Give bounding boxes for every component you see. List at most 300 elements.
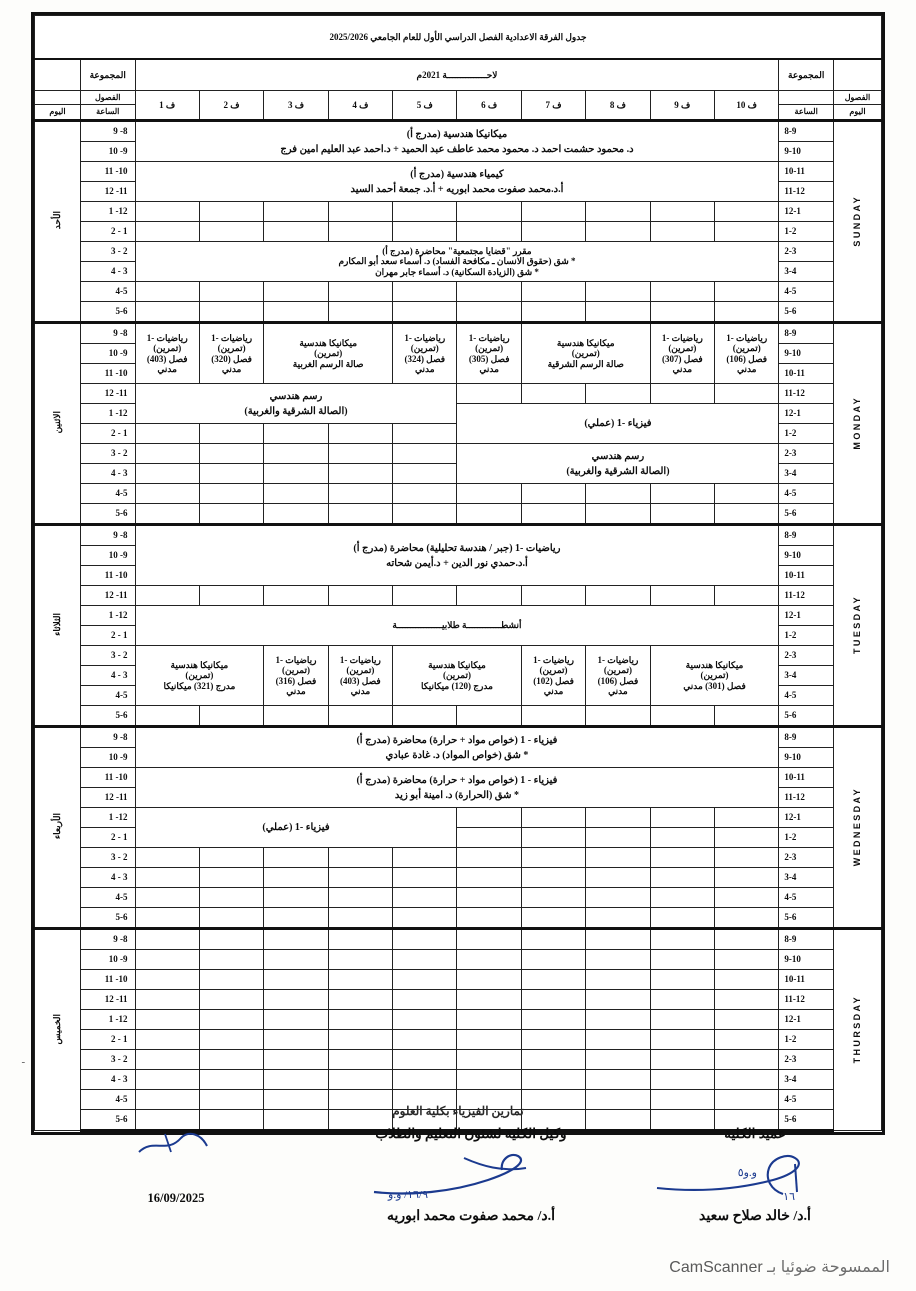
hour-cell-left: 9-10 [779, 748, 834, 768]
empty-slot [264, 282, 328, 302]
empty-slot [715, 1050, 779, 1070]
class-cell: رياضيات -1 (تمرين) فصل (102) مدني [521, 646, 585, 706]
svg-text:١٦: ١٦ [783, 1191, 795, 1203]
day-label-en-wednesday: WEDNESDAY [833, 727, 881, 929]
empty-slot [199, 868, 263, 888]
empty-slot [650, 929, 714, 950]
schedule-row [35, 504, 882, 525]
column-header-f6: ف 6 [457, 91, 521, 121]
empty-slot [328, 706, 392, 727]
empty-slot [135, 504, 199, 525]
empty-slot [328, 1010, 392, 1030]
hour-cell-right: 9- 10 [80, 748, 135, 768]
empty-slot [650, 1070, 714, 1090]
empty-slot [135, 202, 199, 222]
hour-cell-right: 4-5 [80, 1090, 135, 1110]
schedule-row [35, 950, 882, 970]
class-cell: رياضيات -1 (تمرين) فصل (307) مدني [650, 323, 714, 384]
empty-slot [715, 950, 779, 970]
empty-slot [199, 222, 263, 242]
hour-cell-left: 10-11 [779, 162, 834, 182]
hour-cell-right: 11- 12 [80, 788, 135, 808]
hour-cell-right: 1 - 2 [80, 626, 135, 646]
hall-label: لاحـــــــــــــــة 2021م [135, 59, 779, 91]
empty-slot [264, 929, 328, 950]
empty-slot [264, 1030, 328, 1050]
schedule-row [35, 202, 882, 222]
empty-slot [457, 950, 521, 970]
halls-label-right: الفصول [81, 91, 135, 105]
hour-label-left: الساعة [794, 107, 818, 116]
day-label-ar-sunday: الأحد [35, 121, 81, 323]
empty-slot [650, 504, 714, 525]
schedule-row [35, 768, 882, 788]
schedule-row [35, 1070, 882, 1090]
empty-slot [457, 908, 521, 929]
hour-cell-right: 4-5 [80, 888, 135, 908]
empty-slot [521, 586, 585, 606]
hall-row [35, 59, 882, 91]
class-cell: رياضيات -1 (تمرين) فصل (106) مدني [586, 646, 650, 706]
footer-note: تمارين الفيزياء بكلية العلوم [392, 1104, 524, 1118]
schedule-row [35, 444, 882, 464]
class-cell: فيزياء -1 (عملي) [457, 404, 779, 444]
class-cell: كيمياء هندسية (مدرج أ) أ.د.محمد صفوت محمد ابوريه + أ.د. جمعة أحمد السيد [135, 162, 779, 202]
empty-slot [328, 908, 392, 929]
dean-name: أ.د/ خالد صلاح سعيد [699, 1209, 811, 1224]
column-header-row [35, 91, 882, 121]
hour-cell-left: 2-3 [779, 646, 834, 666]
schedule-row [35, 282, 882, 302]
class-cell: ميكانيكا هندسية (تمرين) فصل (301) مدني [650, 646, 779, 706]
empty-slot [264, 1010, 328, 1030]
halls-label-left: الفصول [834, 91, 881, 105]
hour-cell-right: 11- 12 [80, 586, 135, 606]
hour-cell-right: 9- 10 [80, 344, 135, 364]
schedule-row [35, 706, 882, 727]
empty-slot [586, 302, 650, 323]
hour-cell-right: 3 - 4 [80, 666, 135, 686]
empty-slot [199, 950, 263, 970]
watermark-prefix: الممسوحة ضوئيا بـ [767, 1259, 890, 1276]
empty-slot [650, 868, 714, 888]
empty-slot [393, 929, 457, 950]
hour-cell-left: 3-4 [779, 262, 834, 282]
footer-date: 16/09/2025 [147, 1191, 205, 1205]
hour-cell-right: 12- 1 [80, 1010, 135, 1030]
empty-slot [264, 990, 328, 1010]
empty-slot [586, 848, 650, 868]
empty-slot [586, 868, 650, 888]
empty-slot [199, 424, 263, 444]
hour-cell-left: 4-5 [779, 686, 834, 706]
empty-slot [521, 908, 585, 929]
empty-slot [199, 990, 263, 1010]
hour-cell-left: 4-5 [779, 888, 834, 908]
empty-slot [328, 848, 392, 868]
empty-slot [521, 706, 585, 727]
hour-cell-right: 8- 9 [80, 727, 135, 748]
empty-slot [199, 929, 263, 950]
hour-cell-left: 1-2 [779, 1030, 834, 1050]
hour-cell-left: 3-4 [779, 1070, 834, 1090]
empty-slot [199, 1030, 263, 1050]
vice-dean-name: أ.د/ محمد صفوت محمد ابوريه [386, 1209, 556, 1224]
schedule-row [35, 323, 882, 344]
empty-slot [586, 828, 650, 848]
empty-slot [393, 888, 457, 908]
empty-slot [328, 929, 392, 950]
hour-cell-left: 8-9 [779, 929, 834, 950]
empty-slot [328, 868, 392, 888]
day-label-ar-monday: الاثنين [35, 323, 81, 525]
vice-dean-signature [321, 1146, 621, 1208]
empty-slot [457, 970, 521, 990]
empty-slot [715, 222, 779, 242]
empty-slot [586, 950, 650, 970]
empty-slot [199, 282, 263, 302]
scan-artifact: ـ [22, 1055, 25, 1065]
empty-slot [264, 302, 328, 323]
empty-slot [650, 202, 714, 222]
empty-slot [135, 970, 199, 990]
empty-slot [715, 929, 779, 950]
empty-slot [521, 828, 585, 848]
empty-slot [650, 302, 714, 323]
class-cell: رسم هندسي (الصالة الشرقية والغربية) [457, 444, 779, 484]
empty-slot [393, 444, 457, 464]
schedule-row [35, 990, 882, 1010]
empty-slot [135, 302, 199, 323]
empty-slot [199, 586, 263, 606]
hour-cell-right: 9- 10 [80, 546, 135, 566]
class-cell: رياضيات -1 (تمرين) فصل (320) مدني [199, 323, 263, 384]
empty-slot [264, 504, 328, 525]
hour-cell-right: 2 - 3 [80, 242, 135, 262]
column-header-f9: ف 9 [650, 91, 714, 121]
halls-spacer-left [779, 91, 833, 105]
empty-slot [264, 444, 328, 464]
dean-role: عميد الكلية [724, 1126, 786, 1141]
empty-slot [521, 970, 585, 990]
hour-cell-right: 5-6 [80, 1110, 135, 1131]
hour-cell-left: 10-11 [779, 364, 834, 384]
empty-slot [264, 848, 328, 868]
empty-slot [135, 444, 199, 464]
empty-slot [521, 484, 585, 504]
empty-slot [457, 828, 521, 848]
schedule-row [35, 727, 882, 748]
schedule-row [35, 929, 882, 950]
empty-slot [521, 504, 585, 525]
hour-cell-right: 11- 12 [80, 384, 135, 404]
empty-slot [521, 222, 585, 242]
empty-slot [393, 1030, 457, 1050]
hour-cell-right: 3 - 4 [80, 868, 135, 888]
empty-slot [393, 202, 457, 222]
hour-label-right: الساعة [96, 107, 120, 116]
hour-cell-left: 8-9 [779, 323, 834, 344]
empty-slot [264, 484, 328, 504]
empty-slot [264, 888, 328, 908]
empty-slot [586, 282, 650, 302]
hour-cell-left: 11-12 [779, 586, 834, 606]
empty-slot [264, 222, 328, 242]
hour-cell-left: 10-11 [779, 768, 834, 788]
empty-slot [393, 1070, 457, 1090]
group-label-left: المجموعة [779, 59, 834, 91]
empty-slot [328, 1030, 392, 1050]
empty-slot [135, 282, 199, 302]
hour-cell-left: 10-11 [779, 970, 834, 990]
hour-cell-right: 12- 1 [80, 808, 135, 828]
empty-slot [393, 484, 457, 504]
empty-slot [715, 888, 779, 908]
empty-slot [199, 1050, 263, 1070]
empty-slot [393, 464, 457, 484]
hour-cell-right: 8- 9 [80, 323, 135, 344]
empty-slot [393, 1010, 457, 1030]
schedule-row [35, 242, 882, 262]
empty-slot [199, 888, 263, 908]
date-block [91, 1126, 261, 1206]
hour-cell-left: 1-2 [779, 828, 834, 848]
empty-slot [393, 706, 457, 727]
empty-slot [457, 808, 521, 828]
empty-slot [521, 302, 585, 323]
empty-slot [393, 848, 457, 868]
empty-slot [199, 1010, 263, 1030]
empty-slot [457, 706, 521, 727]
hour-cell-right: 8- 9 [80, 121, 135, 142]
day-label-ar-thursday: الخميس [35, 929, 81, 1131]
empty-slot [328, 504, 392, 525]
day-label-en-monday: MONDAY [833, 323, 881, 525]
schedule-row [35, 222, 882, 242]
empty-slot [650, 1030, 714, 1050]
empty-slot [650, 990, 714, 1010]
hour-cell-left: 11-12 [779, 990, 834, 1010]
empty-slot [264, 1050, 328, 1070]
hour-cell-right: 5-6 [80, 908, 135, 929]
hour-cell-right: 1 - 2 [80, 828, 135, 848]
hour-cell-right: 8- 9 [80, 525, 135, 546]
empty-slot [586, 484, 650, 504]
schedule-row [35, 484, 882, 504]
hour-cell-left: 2-3 [779, 848, 834, 868]
empty-slot [328, 484, 392, 504]
day-spacer-right [35, 91, 80, 105]
hour-cell-left: 5-6 [779, 706, 834, 727]
empty-slot [650, 970, 714, 990]
empty-slot [715, 504, 779, 525]
empty-slot [328, 586, 392, 606]
hour-cell-left: 4-5 [779, 1090, 834, 1110]
empty-slot [264, 1070, 328, 1090]
schedule-sheet [31, 12, 885, 1135]
empty-slot [199, 504, 263, 525]
empty-slot [715, 302, 779, 323]
empty-slot [457, 222, 521, 242]
empty-slot [650, 888, 714, 908]
empty-slot [521, 1070, 585, 1090]
empty-slot [328, 888, 392, 908]
empty-slot [650, 828, 714, 848]
empty-slot [328, 424, 392, 444]
corner-blank-right [35, 59, 81, 91]
hour-cell-left: 4-5 [779, 484, 834, 504]
empty-slot [393, 424, 457, 444]
empty-slot [457, 1010, 521, 1030]
hour-cell-right: 8- 9 [80, 929, 135, 950]
schedule-row [35, 162, 882, 182]
empty-slot [393, 950, 457, 970]
hour-cell-left: 11-12 [779, 182, 834, 202]
group-label-right: المجموعة [80, 59, 135, 91]
schedule-table [34, 15, 882, 1132]
left-day-hour-header [833, 91, 881, 121]
empty-slot [715, 706, 779, 727]
empty-slot [715, 484, 779, 504]
empty-slot [135, 586, 199, 606]
hour-cell-left: 12-1 [779, 606, 834, 626]
column-header-f8: ف 8 [586, 91, 650, 121]
hour-cell-left: 9-10 [779, 546, 834, 566]
vice-dean-block [321, 1126, 621, 1225]
empty-slot [135, 424, 199, 444]
schedule-row [35, 525, 882, 546]
empty-slot [199, 706, 263, 727]
empty-slot [264, 202, 328, 222]
empty-slot [521, 282, 585, 302]
empty-slot [650, 1010, 714, 1030]
schedule-row [35, 384, 882, 404]
empty-slot [264, 464, 328, 484]
schedule-body [35, 121, 882, 1131]
empty-slot [715, 202, 779, 222]
hour-cell-right: 1 - 2 [80, 1030, 135, 1050]
hour-cell-left: 2-3 [779, 1050, 834, 1070]
empty-slot [135, 1070, 199, 1090]
schedule-row [35, 908, 882, 929]
right-hour-header [80, 91, 135, 121]
empty-slot [457, 868, 521, 888]
empty-slot [521, 950, 585, 970]
empty-slot [135, 929, 199, 950]
empty-slot [199, 302, 263, 323]
empty-slot [393, 1050, 457, 1070]
schedule-row [35, 808, 882, 828]
hour-cell-left: 5-6 [779, 302, 834, 323]
empty-slot [521, 202, 585, 222]
hour-cell-left: 8-9 [779, 121, 834, 142]
empty-slot [586, 1010, 650, 1030]
empty-slot [586, 929, 650, 950]
hour-cell-right: 10- 11 [80, 566, 135, 586]
empty-slot [135, 1030, 199, 1050]
initials-mark [131, 1126, 221, 1160]
schedule-row [35, 848, 882, 868]
hour-cell-right: 1 - 2 [80, 424, 135, 444]
empty-slot [457, 848, 521, 868]
corner-blank-left [833, 59, 881, 91]
empty-slot [135, 888, 199, 908]
empty-slot [715, 1070, 779, 1090]
empty-slot [715, 828, 779, 848]
empty-slot [199, 848, 263, 868]
empty-slot [650, 384, 714, 404]
empty-slot [715, 990, 779, 1010]
empty-slot [650, 908, 714, 929]
hour-cell-left: 10-11 [779, 566, 834, 586]
empty-slot [135, 222, 199, 242]
empty-slot [457, 1030, 521, 1050]
empty-slot [457, 504, 521, 525]
empty-slot [521, 929, 585, 950]
empty-slot [586, 908, 650, 929]
class-cell: رياضيات -1 (تمرين) فصل (403) مدني [135, 323, 199, 384]
schedule-row [35, 868, 882, 888]
hour-cell-left: 12-1 [779, 202, 834, 222]
hour-cell-left: 9-10 [779, 950, 834, 970]
empty-slot [135, 1050, 199, 1070]
class-cell: فيزياء - 1 (خواص مواد + حرارة) محاضرة (مدرج أ) * شق (خواص المواد) د. غادة عبادي [135, 727, 779, 768]
empty-slot [521, 384, 585, 404]
hour-cell-right: 3 - 4 [80, 1070, 135, 1090]
empty-slot [715, 970, 779, 990]
hour-cell-left: 8-9 [779, 525, 834, 546]
hour-cell-right: 4-5 [80, 484, 135, 504]
empty-slot [393, 908, 457, 929]
class-cell: ميكانيكا هندسية (تمرين) مدرج (321) ميكانيكا [135, 646, 264, 706]
hour-cell-right: 9- 10 [80, 950, 135, 970]
hour-cell-right: 3 - 4 [80, 464, 135, 484]
title-row [35, 16, 882, 60]
empty-slot [586, 706, 650, 727]
column-header-f4: ف 4 [328, 91, 392, 121]
empty-slot [457, 202, 521, 222]
empty-slot [457, 384, 521, 404]
class-cell: ميكانيكا هندسية (تمرين) مدرج (120) ميكانيكا [393, 646, 522, 706]
hour-cell-right: 2 - 3 [80, 1050, 135, 1070]
empty-slot [521, 868, 585, 888]
empty-slot [264, 706, 328, 727]
empty-slot [586, 384, 650, 404]
empty-slot [135, 908, 199, 929]
hour-cell-right: 12- 1 [80, 606, 135, 626]
hour-cell-right: 12- 1 [80, 202, 135, 222]
empty-slot [328, 464, 392, 484]
empty-slot [199, 908, 263, 929]
vice-dean-role: وكيل الكلية لشئون التعليم والطلاب [375, 1126, 567, 1141]
empty-slot [715, 868, 779, 888]
empty-slot [715, 848, 779, 868]
empty-slot [457, 1050, 521, 1070]
day-label-left: اليوم [849, 107, 866, 116]
empty-slot [393, 302, 457, 323]
column-header-f7: ف 7 [521, 91, 585, 121]
schedule-row [35, 646, 882, 666]
hour-cell-left: 3-4 [779, 868, 834, 888]
left-hour-header [779, 91, 834, 121]
empty-slot [586, 504, 650, 525]
hour-cell-left: 5-6 [779, 908, 834, 929]
class-cell: رياضيات -1 (جبر / هندسة تحليلية) محاضرة (مدرج أ) أ.د.حمدي نور الدين + د.أيمن شحاته [135, 525, 779, 586]
day-label-ar-wednesday: الأربعاء [35, 727, 81, 929]
empty-slot [586, 1030, 650, 1050]
hour-cell-left: 1-2 [779, 424, 834, 444]
hour-cell-left: 11-12 [779, 384, 834, 404]
